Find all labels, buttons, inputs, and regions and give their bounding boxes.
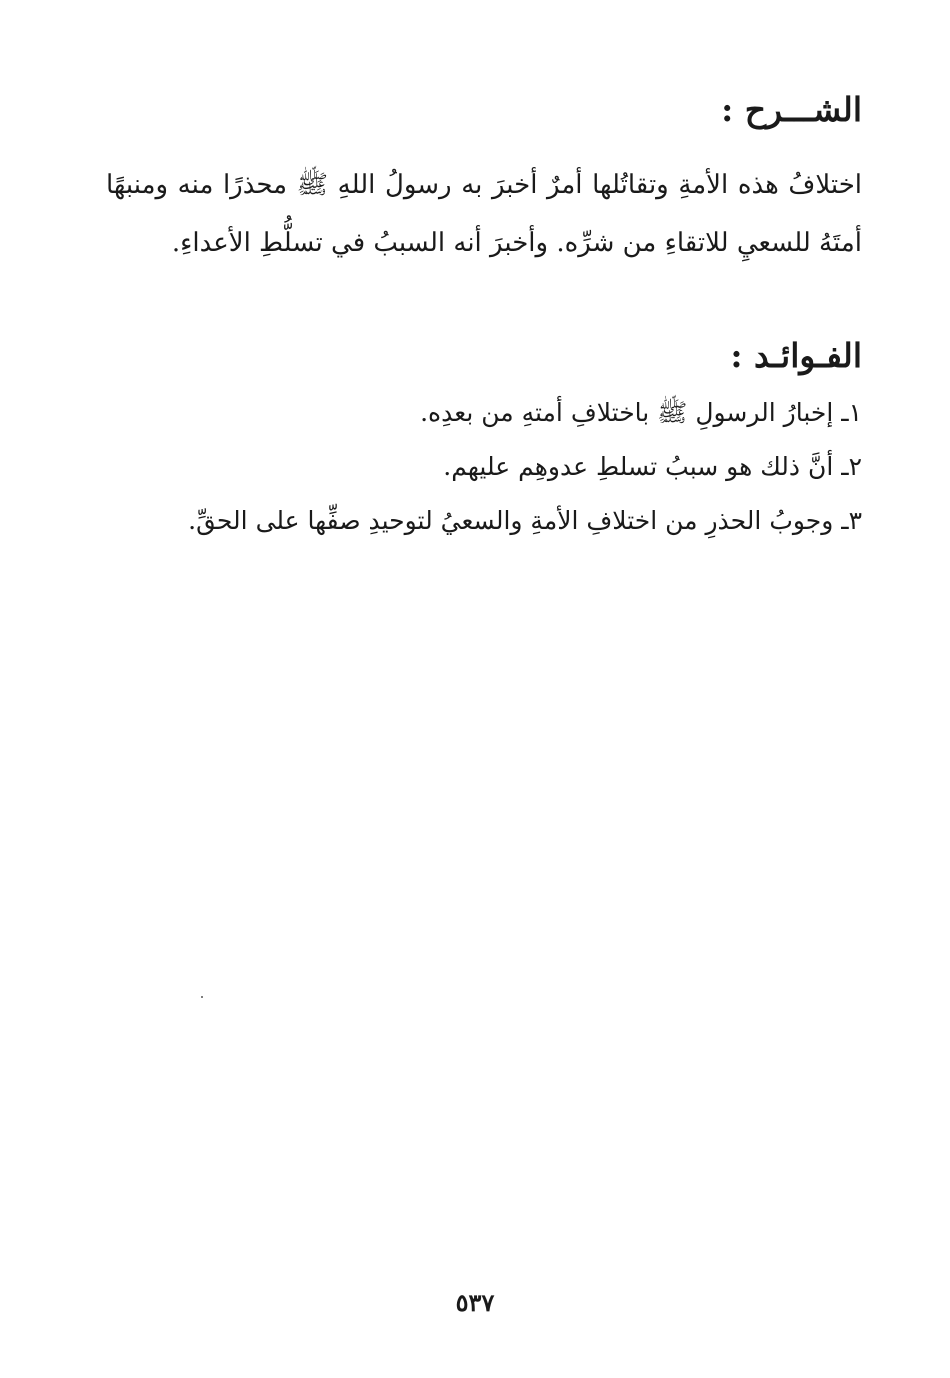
section-heading-benefits: الفـوائـد : — [730, 336, 862, 375]
benefit-item-3: ٣ـ وجوبُ الحذرِ من اختلافِ الأمةِ والسعيُ لتوحيدِ صفِّها على الحقِّ. — [188, 506, 862, 535]
section-heading-explanation: الشـــرح : — [721, 90, 862, 129]
scan-speck — [201, 996, 203, 998]
benefit-item-2: ٢ـ أنَّ ذلك هو سببُ تسلطِ عدوهِم عليهم. — [443, 452, 862, 481]
benefit-item-1: ١ـ إخبارُ الرسولِ ﷺ باختلافِ أمتهِ من بعدِه. — [420, 398, 862, 427]
page-number: ٥٣٧ — [455, 1288, 495, 1317]
benefits-list — [102, 386, 862, 548]
explanation-paragraph: اختلافُ هذه الأمةِ وتقاتُلها أمرٌ أخبرَ به رسولُ اللهِ ﷺ محذرًا منه ومنبهًا أمتَهُ للسعيِ للاتقاءِ من شرِّه. وأخبرَ أنه السببُ في تسلُّطِ الأعداءِ. — [106, 170, 862, 258]
